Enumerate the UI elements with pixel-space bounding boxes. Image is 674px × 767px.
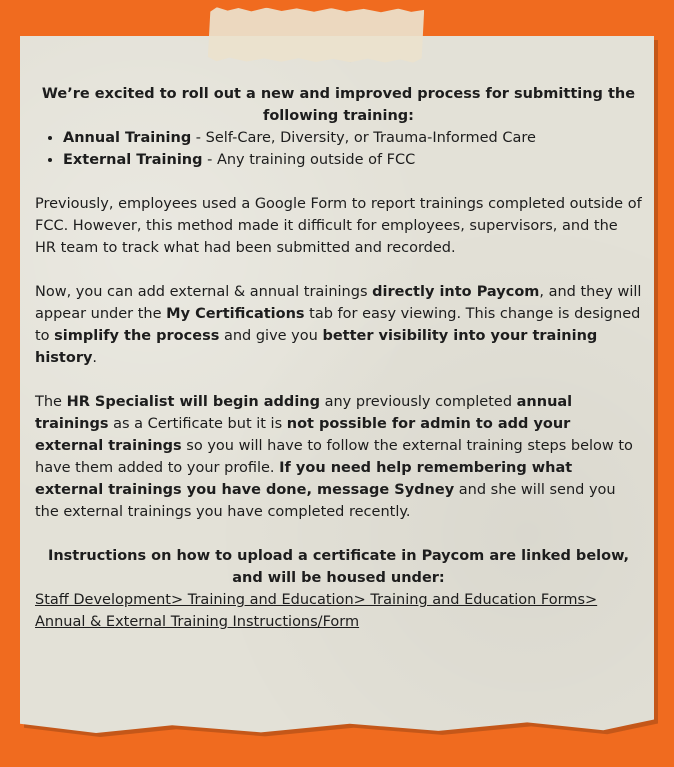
spacer (35, 523, 642, 545)
text-segment: Now, you can add external & annual trainings (35, 284, 373, 300)
bold-simplify-process: simplify the process (54, 328, 220, 344)
instructions-path (35, 589, 642, 633)
bold-better-visibility: better visibility into your training history (35, 328, 598, 366)
bold-annual-trainings: annual trainings (35, 394, 573, 432)
hr-specialist-paragraph (35, 391, 642, 523)
text-segment: , and they will appear under the (35, 284, 642, 322)
intro-heading: We’re excited to roll out a new and improved process for submitting the following training: (41, 86, 636, 124)
bold-directly-into-paycom: directly into Paycom (372, 284, 540, 300)
bold-not-possible: not possible for admin to add your external trainings (35, 416, 571, 454)
bold-hr-specialist: HR Specialist will begin adding (66, 394, 320, 410)
text-segment: . (92, 350, 98, 366)
text-segment: tab for easy viewing. This change is designed to (35, 306, 641, 344)
external-training-desc: - Any training outside of FCC (202, 152, 416, 168)
text-segment: and give you (219, 328, 323, 344)
previous-process-paragraph: Previously, employees used a Google Form to report trainings completed outside of FCC. However, this method made it difficult for employees, supervisors, and the HR team to track what had been submitted and recorded. (35, 196, 642, 256)
text-segment: as a Certificate but it is (108, 416, 287, 432)
training-types-list (35, 127, 642, 171)
paycom-paragraph (35, 281, 642, 369)
text-segment: The (35, 394, 67, 410)
text-segment: any previously completed (320, 394, 517, 410)
tape-strip (208, 7, 424, 63)
spacer (35, 259, 642, 281)
external-training-title: External Training (63, 152, 203, 168)
annual-training-title: Annual Training (63, 130, 192, 146)
spacer (35, 171, 642, 193)
annual-training-desc: - Self-Care, Diversity, or Trauma-Informed Care (191, 130, 536, 146)
annual-training-item (63, 127, 642, 149)
bold-message-sydney: If you need help remembering what external trainings you have done, message Sydney (35, 460, 573, 498)
instructions-heading: Instructions on how to upload a certificate in Paycom are linked below, and will be housed under: (47, 548, 630, 586)
text-segment: and she will send you the external trainings you have completed recently. (35, 482, 616, 520)
spacer (35, 369, 642, 391)
training-instructions-link[interactable]: Staff Development> Training and Education> Training and Education Forms> Annual & External Training Instructions/Form (35, 592, 598, 630)
external-training-item (63, 149, 642, 171)
bold-my-certifications: My Certifications (166, 306, 305, 322)
text-segment: so you will have to follow the external training steps below to have them added to your profile. (35, 438, 633, 476)
announcement-content (35, 83, 642, 633)
